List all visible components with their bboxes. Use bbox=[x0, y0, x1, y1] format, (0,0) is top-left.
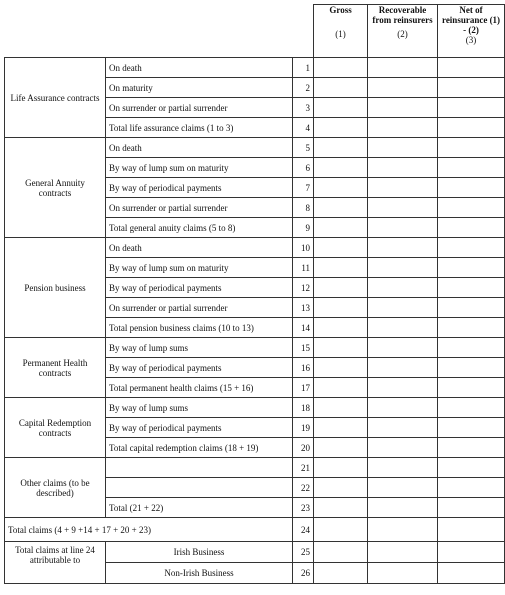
row-label: By way of periodical payments bbox=[106, 178, 293, 198]
net-cell[interactable] bbox=[438, 398, 505, 418]
row-label[interactable] bbox=[106, 458, 293, 478]
recoverable-cell[interactable] bbox=[368, 318, 438, 338]
net-cell[interactable] bbox=[438, 458, 505, 478]
recoverable-cell[interactable] bbox=[368, 238, 438, 258]
net-cell[interactable] bbox=[438, 218, 505, 238]
gross-cell[interactable] bbox=[314, 438, 368, 458]
recoverable-cell[interactable] bbox=[368, 458, 438, 478]
recoverable-cell[interactable] bbox=[368, 258, 438, 278]
net-cell[interactable] bbox=[438, 58, 505, 78]
line-number: 26 bbox=[293, 563, 314, 584]
table-row bbox=[5, 338, 505, 358]
net-cell[interactable] bbox=[438, 278, 505, 298]
line-number: 15 bbox=[293, 338, 314, 358]
net-col-number: (3) bbox=[465, 35, 477, 45]
recoverable-cell[interactable] bbox=[368, 138, 438, 158]
row-label: On surrender or partial surrender bbox=[106, 198, 293, 218]
line-number: 7 bbox=[293, 178, 314, 198]
gross-label: Gross bbox=[329, 5, 352, 15]
recoverable-cell[interactable] bbox=[368, 218, 438, 238]
gross-cell[interactable] bbox=[314, 118, 368, 138]
line-number: 13 bbox=[293, 298, 314, 318]
net-cell[interactable] bbox=[438, 298, 505, 318]
line-number: 25 bbox=[293, 542, 314, 563]
group-permanent-health: Permanent Health contracts bbox=[5, 338, 106, 398]
group-capital-redemption: Capital Redemption contracts bbox=[5, 398, 106, 458]
gross-cell[interactable] bbox=[314, 318, 368, 338]
net-cell[interactable] bbox=[438, 518, 505, 542]
recoverable-cell[interactable] bbox=[368, 198, 438, 218]
net-cell[interactable] bbox=[438, 258, 505, 278]
group-pension-business: Pension business bbox=[5, 238, 106, 338]
group-general-annuity: General Annuity contracts bbox=[5, 138, 106, 238]
line-number: 22 bbox=[293, 478, 314, 498]
recoverable-cell[interactable] bbox=[368, 278, 438, 298]
line-number: 10 bbox=[293, 238, 314, 258]
gross-cell[interactable] bbox=[314, 418, 368, 438]
row-label: Total (21 + 22) bbox=[106, 498, 293, 518]
table-row bbox=[5, 238, 505, 258]
row-label: By way of periodical payments bbox=[106, 278, 293, 298]
recoverable-cell[interactable] bbox=[368, 158, 438, 178]
header-blank bbox=[5, 5, 314, 58]
row-label: Total permanent health claims (15 + 16) bbox=[106, 378, 293, 398]
line-number: 2 bbox=[293, 78, 314, 98]
gross-cell[interactable] bbox=[314, 258, 368, 278]
gross-cell[interactable] bbox=[314, 138, 368, 158]
recoverable-cell[interactable] bbox=[368, 518, 438, 542]
recoverable-cell[interactable] bbox=[368, 178, 438, 198]
group-other-claims: Other claims (to be described) bbox=[5, 458, 106, 518]
gross-cell[interactable] bbox=[314, 98, 368, 118]
gross-cell[interactable] bbox=[314, 78, 368, 98]
line-number: 12 bbox=[293, 278, 314, 298]
net-cell[interactable] bbox=[438, 378, 505, 398]
net-cell[interactable] bbox=[438, 118, 505, 138]
irish-business-label: Irish Business bbox=[106, 542, 293, 563]
recoverable-cell[interactable] bbox=[368, 98, 438, 118]
recoverable-cell[interactable] bbox=[368, 542, 438, 563]
line-number: 8 bbox=[293, 198, 314, 218]
recoverable-cell[interactable] bbox=[368, 378, 438, 398]
line-number: 9 bbox=[293, 218, 314, 238]
net-cell[interactable] bbox=[438, 198, 505, 218]
recoverable-label: Recoverable from reinsurers bbox=[372, 5, 433, 25]
gross-cell[interactable] bbox=[314, 358, 368, 378]
gross-cell[interactable] bbox=[314, 478, 368, 498]
net-label: Net of reinsurance (1) - (2) bbox=[441, 5, 501, 35]
header-row bbox=[5, 5, 505, 58]
row-label: By way of periodical payments bbox=[106, 358, 293, 378]
table-row bbox=[5, 58, 505, 78]
total-claims-label: Total claims (4 + 9 +14 + 17 + 20 + 23) bbox=[5, 518, 293, 542]
line-number: 21 bbox=[293, 458, 314, 478]
net-cell[interactable] bbox=[438, 98, 505, 118]
gross-cell[interactable] bbox=[314, 158, 368, 178]
gross-cell[interactable] bbox=[314, 198, 368, 218]
net-cell[interactable] bbox=[438, 498, 505, 518]
recoverable-cell[interactable] bbox=[368, 118, 438, 138]
recoverable-cell[interactable] bbox=[368, 478, 438, 498]
table-row bbox=[5, 542, 505, 563]
line-number: 6 bbox=[293, 158, 314, 178]
line-number: 3 bbox=[293, 98, 314, 118]
net-cell[interactable] bbox=[438, 358, 505, 378]
row-label: By way of lump sums bbox=[106, 338, 293, 358]
recoverable-cell[interactable] bbox=[368, 498, 438, 518]
net-cell[interactable] bbox=[438, 438, 505, 458]
gross-cell[interactable] bbox=[314, 298, 368, 318]
row-label: Total general anuity claims (5 to 8) bbox=[106, 218, 293, 238]
gross-cell[interactable] bbox=[314, 518, 368, 542]
recoverable-cell[interactable] bbox=[368, 338, 438, 358]
gross-cell[interactable] bbox=[314, 398, 368, 418]
recoverable-cell[interactable] bbox=[368, 58, 438, 78]
row-label: Total pension business claims (10 to 13) bbox=[106, 318, 293, 338]
gross-cell[interactable] bbox=[314, 58, 368, 78]
gross-cell[interactable] bbox=[314, 238, 368, 258]
net-cell[interactable] bbox=[438, 178, 505, 198]
net-header bbox=[438, 5, 505, 58]
net-cell[interactable] bbox=[438, 478, 505, 498]
recoverable-cell[interactable] bbox=[368, 398, 438, 418]
recoverable-cell[interactable] bbox=[368, 438, 438, 458]
recoverable-cell[interactable] bbox=[368, 358, 438, 378]
gross-cell[interactable] bbox=[314, 498, 368, 518]
gross-cell[interactable] bbox=[314, 563, 368, 584]
line-number: 20 bbox=[293, 438, 314, 458]
recoverable-col-number: (2) bbox=[397, 29, 408, 39]
gross-header bbox=[314, 5, 368, 58]
gross-cell[interactable] bbox=[314, 218, 368, 238]
net-cell[interactable] bbox=[438, 418, 505, 438]
gross-cell[interactable] bbox=[314, 542, 368, 563]
row-label: On death bbox=[106, 238, 293, 258]
net-cell[interactable] bbox=[438, 238, 505, 258]
row-label: By way of lump sum on maturity bbox=[106, 258, 293, 278]
gross-cell[interactable] bbox=[314, 278, 368, 298]
table-row bbox=[5, 398, 505, 418]
table-row bbox=[5, 458, 505, 478]
group-life-assurance: Life Assurance contracts bbox=[5, 58, 106, 138]
recoverable-header bbox=[368, 5, 438, 58]
line-number: 19 bbox=[293, 418, 314, 438]
row-label: On surrender or partial surrender bbox=[106, 98, 293, 118]
attributable-label: Total claims at line 24 attributable to bbox=[5, 542, 106, 584]
line-number: 23 bbox=[293, 498, 314, 518]
gross-cell[interactable] bbox=[314, 338, 368, 358]
net-cell[interactable] bbox=[438, 563, 505, 584]
claims-form-table bbox=[4, 4, 505, 584]
row-label: On surrender or partial surrender bbox=[106, 298, 293, 318]
line-number: 4 bbox=[293, 118, 314, 138]
recoverable-cell[interactable] bbox=[368, 563, 438, 584]
line-number: 14 bbox=[293, 318, 314, 338]
line-number: 17 bbox=[293, 378, 314, 398]
row-label: By way of periodical payments bbox=[106, 418, 293, 438]
row-label[interactable] bbox=[106, 478, 293, 498]
row-label: On death bbox=[106, 58, 293, 78]
line-number: 18 bbox=[293, 398, 314, 418]
line-number: 16 bbox=[293, 358, 314, 378]
row-label: By way of lump sums bbox=[106, 398, 293, 418]
line-number: 11 bbox=[293, 258, 314, 278]
net-cell[interactable] bbox=[438, 78, 505, 98]
net-cell[interactable] bbox=[438, 338, 505, 358]
recoverable-cell[interactable] bbox=[368, 298, 438, 318]
row-label: By way of lump sum on maturity bbox=[106, 158, 293, 178]
row-label: Total capital redemption claims (18 + 19) bbox=[106, 438, 293, 458]
gross-cell[interactable] bbox=[314, 458, 368, 478]
total-claims-row bbox=[5, 518, 505, 542]
gross-cell[interactable] bbox=[314, 378, 368, 398]
net-cell[interactable] bbox=[438, 318, 505, 338]
gross-cell[interactable] bbox=[314, 178, 368, 198]
recoverable-cell[interactable] bbox=[368, 418, 438, 438]
table-row bbox=[5, 138, 505, 158]
recoverable-cell[interactable] bbox=[368, 78, 438, 98]
net-cell[interactable] bbox=[438, 138, 505, 158]
row-label: Total life assurance claims (1 to 3) bbox=[106, 118, 293, 138]
row-label: On death bbox=[106, 138, 293, 158]
line-number: 1 bbox=[293, 58, 314, 78]
non-irish-business-label: Non-Irish Business bbox=[106, 563, 293, 584]
line-number: 5 bbox=[293, 138, 314, 158]
net-cell[interactable] bbox=[438, 542, 505, 563]
row-label: On maturity bbox=[106, 78, 293, 98]
net-cell[interactable] bbox=[438, 158, 505, 178]
gross-col-number: (1) bbox=[335, 29, 346, 39]
line-number: 24 bbox=[293, 518, 314, 542]
